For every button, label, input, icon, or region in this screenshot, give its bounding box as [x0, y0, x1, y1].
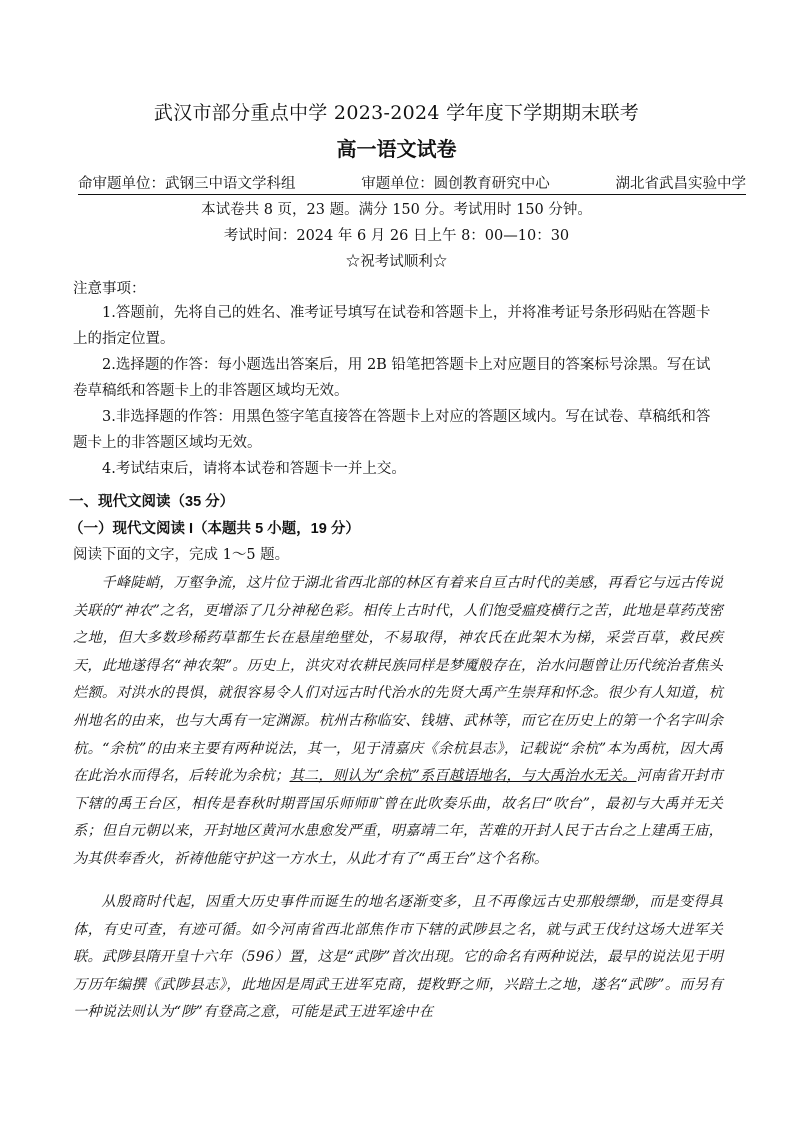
notice-item: 1.答题前，先将自己的姓名、准考证号填写在试卷和答题卡上，并将准考证号条形码贴在答题卡上的指定位置。	[73, 305, 711, 347]
passage-paragraph-1	[73, 570, 723, 874]
passage-text: 河南省开封市下辖的禹王台区，相传是春秋时期晋国乐师师旷曾在此吹奏乐曲，故名曰“吹台”，最初与大禹并无关系；但自元朝以来，开封地区黄河水患愈发严重，明嘉靖二年，苦难的开封人民于古台之上建禹王庙，为其供奉香火，祈祷他能守护这一方水土，从此才有了“禹王台”这个名称。	[73, 768, 724, 867]
exam-wish: ☆祝考试顺利☆	[345, 254, 448, 270]
unit-setter: 命审题单位：武钢三中语文学科组	[78, 176, 296, 192]
reading-instruction: 阅读下面的文字，完成 1～5 题。	[73, 547, 290, 563]
exam-units-line	[78, 172, 746, 195]
notice-item: 2.选择题的作答：每小题选出答案后，用 2B 铅笔把答题卡上对应题目的答案标号涂黑。写在试卷草稿纸和答题卡上的非答题区域均无效。	[73, 357, 711, 399]
notice-title: 注意事项：	[73, 281, 146, 297]
exam-title: 武汉市部分重点中学 2023-2024 学年度下学期期末联考	[153, 102, 640, 124]
unit-reviewer: 审题单位：圆创教育研究中心	[361, 176, 550, 192]
notice-item: 4.考试结束后，请将本试卷和答题卡一并上交。	[102, 461, 406, 477]
exam-info-pages: 本试卷共 8 页，23 题。满分 150 分。考试用时 150 分钟。	[201, 202, 592, 218]
section-heading: 一、现代文阅读（35 分）	[69, 494, 235, 510]
unit-school: 湖北省武昌实验中学	[615, 176, 746, 192]
subsection-heading: （一）现代文阅读 I（本题共 5 小题，19 分）	[69, 521, 360, 537]
notice-item: 3.非选择题的作答：用黑色签字笔直接答在答题卡上对应的答题区域内。写在试卷、草稿纸和答题卡上的非答题区域均无效。	[73, 409, 711, 451]
exam-subtitle: 高一语文试卷	[336, 139, 457, 161]
exam-info-time: 考试时间：2024 年 6 月 26 日上午 8：00—10：30	[223, 228, 570, 244]
passage-text: 千峰陡峭，万壑争流，这片位于湖北省西北部的林区有着来自亘古时代的美感，再看它与远古传说关联的“神农”之名，更增添了几分神秘色彩。相传上古时代，人们饱受瘟疫横行之苦，此地是草药茂密之地，但大多数珍稀药草都生长在悬崖绝壁处，不易取得，神农氏在此架木为梯，采尝百草，救民疾天，此地遂得名“神农架”。历史上，洪灾对农耕民族同样是梦魇般存在，治水问题曾让历代统治者焦头烂额。对洪水的畏惧，就很容易令人们对远古时代治水的先贤大禹产生崇拜和怀念。很少有人知道，杭州地名的由来，也与大禹有一定渊源。杭州古称临安、钱塘、武林等，而它在历史上的第一个名字叫余杭。“余杭”的由来主要有两种说法，其一，见于清嘉庆《余杭县志》，记载说“余杭”本为禹杭，因大禹在此治水而得名，后转讹为余杭；	[73, 575, 723, 785]
passage-paragraph-2: 从殷商时代起，因重大历史事件而诞生的地名逐渐变多，且不再像远古史那般缥缈，而是变得具体，有史可查，有迹可循。如今河南省西北部焦作市下辖的武陟县之名，就与武王伐纣这场大进军关联。武陟县隋开皇十六年（596）置，这是“武陟”首次出现。它的命名有两种说法，最早的说法见于明万历年编撰《武陟县志》，此地因是周武王进军克商，提敉野之师，兴踣土之地，遂名“武陟”。而另有一种说法则认为“陟”有登高之意，可能是武王进军途中在	[73, 894, 723, 1021]
underlined-sentence: 其二，则认为“余杭”系百越语地名，与大禹治水无关。	[289, 768, 637, 785]
